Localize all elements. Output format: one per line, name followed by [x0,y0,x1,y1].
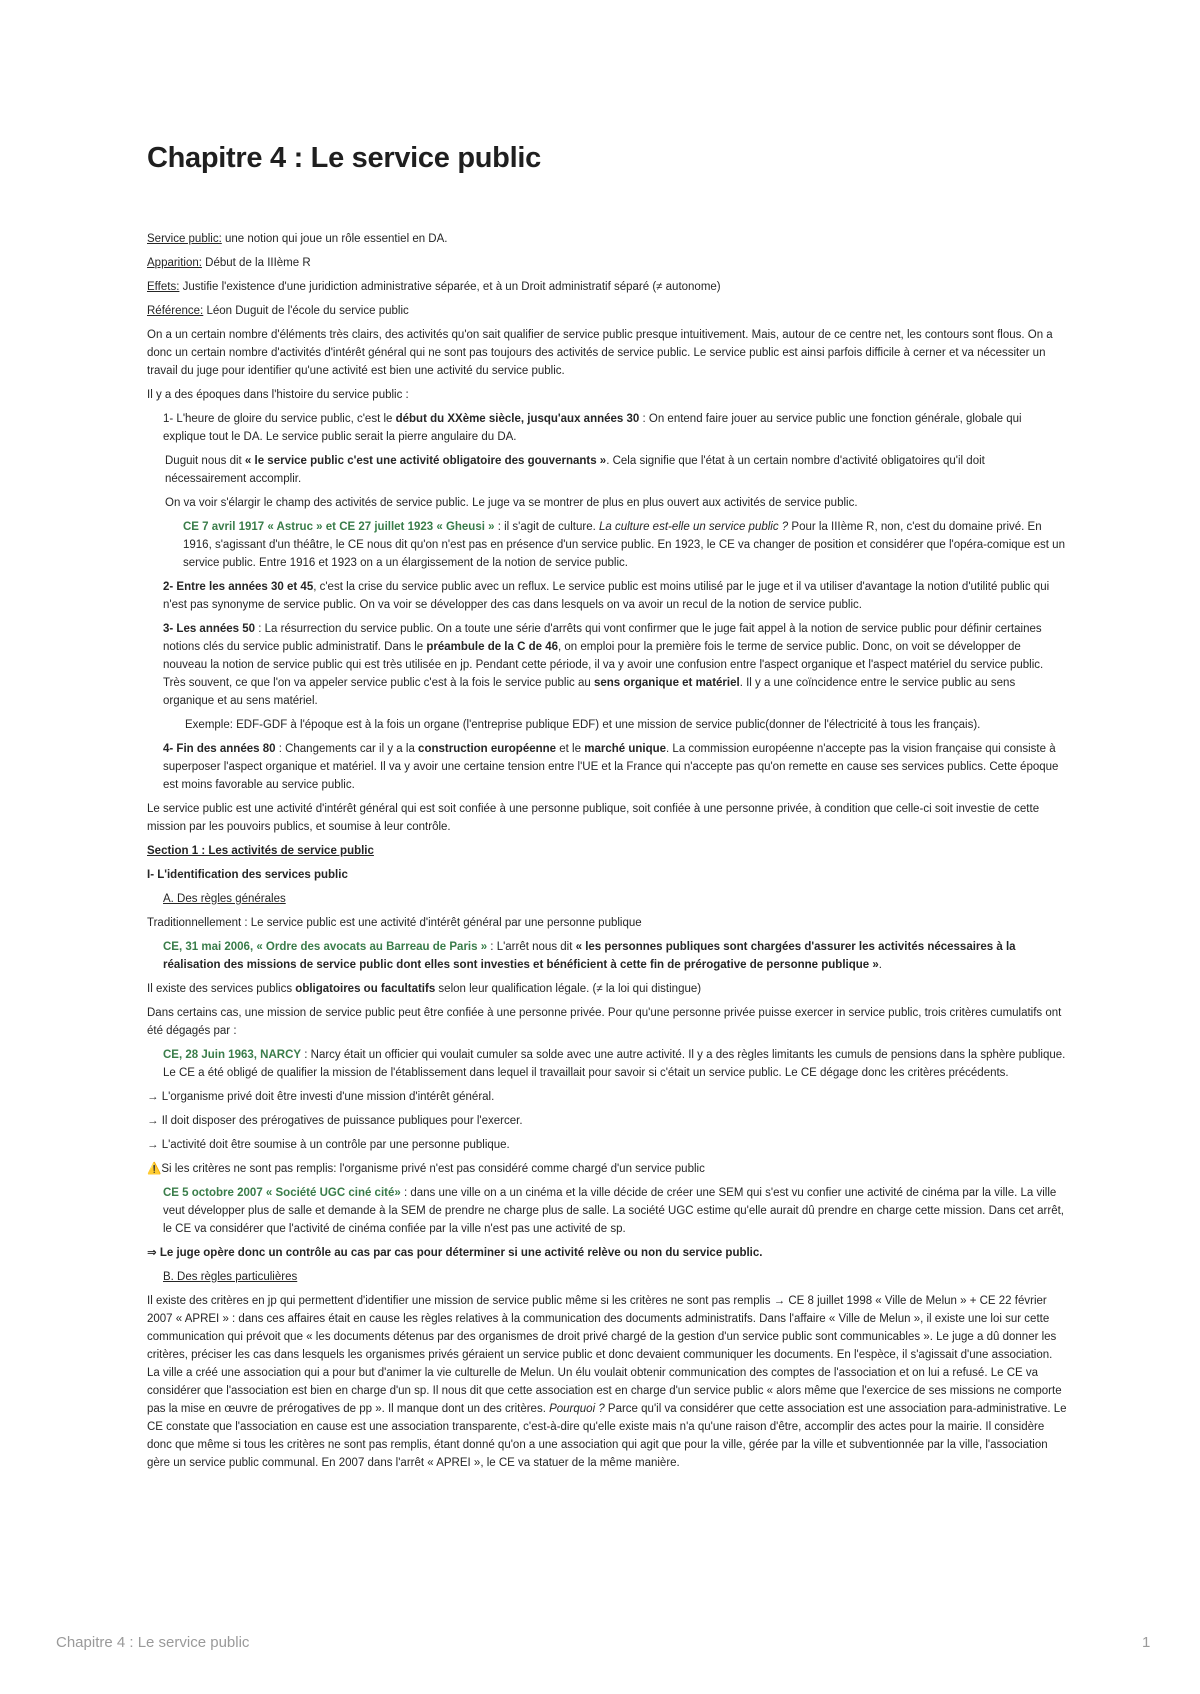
case-ordre-avocats: CE, 31 mai 2006, « Ordre des avocats au Barreau de Paris » : L'arrêt nous dit « les personnes publiques sont chargées d'assurer les activités nécessaires à la réalisation des missions de service public dont elles sont investies et bénéficient à cette fin de prérogative de personne publique ». [163,941,1016,971]
epoch-2: 2- Entre les années 30 et 45, c'est la crise du service public avec un reflux. Le service public est moins utilisé par le juge et il va utiliser d'avantage la notion d'utilité public qui n'est pas synonyme de service public. On va voir se développer des cas dans lesquels on va avoir un recul de la notion de service public. [163,581,1050,611]
epoch-1: 1- L'heure de gloire du service public, c'est le début du XXème siècle, jusqu'aux années 30 : On entend faire jouer au service public une fonction générale, globale qui explique tout le DA. Le service public serait la pierre angulaire du DA. [163,413,1022,443]
definition-service-public: Service public: une notion qui joue un rôle essentiel en DA. [147,233,448,245]
services-obligatoires: Il existe des services publics obligatoires ou facultatifs selon leur qualification légale. (≠ la loi qui distingue) [147,983,702,995]
intro-paragraph: On a un certain nombre d'éléments très clairs, des activités qu'on sait qualifier de service public presque intuitivement. Mais, autour de ce centre net, les contours sont flous. On a donc un certain nombre d'activités d'intérêt général qui ne sont pas toujours des activités de service public. Le service public est ainsi parfois difficile à cerner et va nécessiter un travail du juge pour identifier qu'une activité est bien une activité du service public. [147,329,1053,377]
warning-icon: ⚠️ [147,1163,162,1175]
definition-apparition: Apparition: Début de la IIIème R [147,257,311,269]
section-1-heading: Section 1 : Les activités de service public [147,845,374,857]
epoch-4: 4- Fin des années 80 : Changements car il y a la construction européenne et le marché unique. La commission européenne n'accepte pas la vision française qui consiste à superposer l'aspect organique et matériel. Il va y avoir une certaine tension entre l'UE et la France qui n'accepte pas qu'on remette en cause ses services publics. Cette époque est moins favorable au service public. [163,743,1059,791]
warning-note: ⚠️Si les critères ne sont pas remplis: l'organisme privé n'est pas considéré comme chargé d'un service public [147,1163,705,1175]
case-ugc-cine-cite: CE 5 octobre 2007 « Société UGC ciné cité» : dans une ville on a un cinéma et la ville décide de créer une SEM qui s'est vu confier une activité de cinéma par la ville. La ville veut développer plus de salle et demande à la SEM de prendre ne charge plus de salle. La société UGC estime qu'elle aurait dû prendre en charge cette mission. Dans cet arrêt, le CE va considérer que l'activité de cinéma confiée par la ville n'est pas une activité de sp. [163,1187,1064,1235]
epoch-1-duguit: Duguit nous dit « le service public c'est une activité obligatoire des gouvernants ». Cela signifie que l'état à un certain nombre d'activité obligatoires qu'il doit nécessairement accomplir. [165,455,985,485]
subsection-b-heading: B. Des règles particulières [163,1271,298,1283]
criterion-1: → L'organisme privé doit être investi d'une mission d'intérêt général. [147,1091,495,1103]
definition-reference: Référence: Léon Duguit de l'école du service public [147,305,409,317]
subsection-a-heading: A. Des règles générales [163,893,286,905]
epoch-3: 3- Les années 50 : La résurrection du service public. On a toute une série d'arrêts qui vont confirmer que le juge fait appel à la notion de service public pour définir certaines notions clés du service public administratif. Dans le préambule de la C de 46, on emploi pour la première fois le terme de service public. Donc, on voit se développer de nouveau la notion de service public qui est très utilisée en jp. Pendant cette période, il va y avoir une confusion entre l'aspect organique et l'aspect matériel du service public. Très souvent, ce que l'on va appeler service public c'est à la fois le service public au sens organique et matériel. Il y a une coïncidence entre le service public au sens organique et au sens matériel. [163,623,1044,707]
epoch-1-elargissement: On va voir s'élargir le champ des activités de service public. Le juge va se montrer de plus en plus ouvert aux activités de service public. [165,497,858,509]
page-number: 1 [1142,1634,1151,1651]
case-astruc-gheusi: CE 7 avril 1917 « Astruc » et CE 27 juillet 1923 « Gheusi » : il s'agit de culture. La culture est-elle un service public ? Pour la IIIème R, non, c'est du domaine privé. En 1916, s'agissant d'un théâtre, le CE nous dit qu'on n'est pas en présence d'un service public. En 1923, le CE va changer de position et considérer que l'opéra-comique est un service public. Entre 1916 et 1923 on a un élargissement de la notion de service public. [183,521,1065,569]
conclusion-controle: ⇒ Le juge opère donc un contrôle au cas par cas pour déterminer si une activité relève ou non du service public. [147,1247,763,1259]
epochs-intro: Il y a des époques dans l'histoire du service public : [147,389,409,401]
personne-privee-paragraph: Dans certains cas, une mission de service public peut être confiée à une personne privée. Pour qu'une personne privée puisse exercer in service public, trois critères cumulatifs ont été dégagés par : [147,1007,1062,1037]
case-narcy: CE, 28 Juin 1963, NARCY : Narcy était un officier qui voulait cumuler sa solde avec une autre activité. Il y a des règles limitants les cumuls de pensions dans la sphère publique. Le CE a été obligé de qualifier la mission de l'établissement dans lequel il travaillait pour savoir si c'était un service public. Le CE dégage donc les critères précédents. [163,1049,1066,1079]
document-body [147,230,1067,1478]
footer-title: Chapitre 4 : Le service public [56,1634,250,1651]
traditional-definition: Traditionnellement : Le service public est une activité d'intérêt général par une personne publique [147,917,642,929]
epoch-3-example: Exemple: EDF-GDF à l'époque est à la fois un organe (l'entreprise publique EDF) et une mission de service public(donner de l'électricité à tous les français). [185,719,981,731]
page-title: Chapitre 4 : Le service public [147,142,541,174]
criterion-2: → Il doit disposer des prérogatives de puissance publiques pour l'exercer. [147,1115,523,1127]
definition-paragraph: Le service public est une activité d'intérêt général qui est soit confiée à une personne publique, soit confiée à une personne privée, à condition que celle-ci soit investie de cette mission par les pouvoirs publics, et soumise à leur contrôle. [147,803,1040,833]
part-1-heading: I- L'identification des services public [147,869,348,881]
definition-effets: Effets: Justifie l'existence d'une juridiction administrative séparée, et à un Droit administratif séparé (≠ autonome) [147,281,721,293]
criterion-3: → L'activité doit être soumise à un contrôle par une personne publique. [147,1139,510,1151]
criteres-jp-paragraph: Il existe des critères en jp qui permettent d'identifier une mission de service public même si les critères ne sont pas remplis → CE 8 juillet 1998 « Ville de Melun » + CE 22 février 2007 « APREI » : dans ces affaires était en cause les règles relatives à la communication des documents administratifs. Dans l'affaire « Ville de Melun », il existe une loi sur cette communication qui prévoit que « les documents détenus par des organismes de droit privé chargé de la gestion d'un service public sont communicables ». Le juge a dû donner les critères, préciser les cas dans lesquels les organismes privés géraient un service public et donc devaient communiquer les documents. En l'espèce, il s'agissait d'une association. La ville a créé une association qui a pour but d'animer la vie culturelle de Melun. Un élu voulait obtenir communication des comptes de l'association et on lui a refusé. Le CE va considérer que l'association est bien en charge d'un sp. Il nous dit que cette association est en charge d'un service public « alors même que l'exercice de ses missions ne comporte pas la mise en œuvre de prérogatives de pp ». Il manque dont un des critères. Pourquoi ? Parce qu'il va considérer que cette association est une association para-administrative. Le CE constate que l'association en cause est une association transparente, c'est-à-dire qu'elle existe mais n'a qu'une raison d'être, accomplir des actes pour la mairie. Il considère donc que même si tous les critères ne sont pas remplis, étant donné qu'on a une association qui agit que pour la ville, gérée par la ville et subventionnée par la ville, l'association gère un service public communal. En 2007 dans l'arrêt « APREI », le CE va statuer de la même manière. [147,1295,1067,1469]
